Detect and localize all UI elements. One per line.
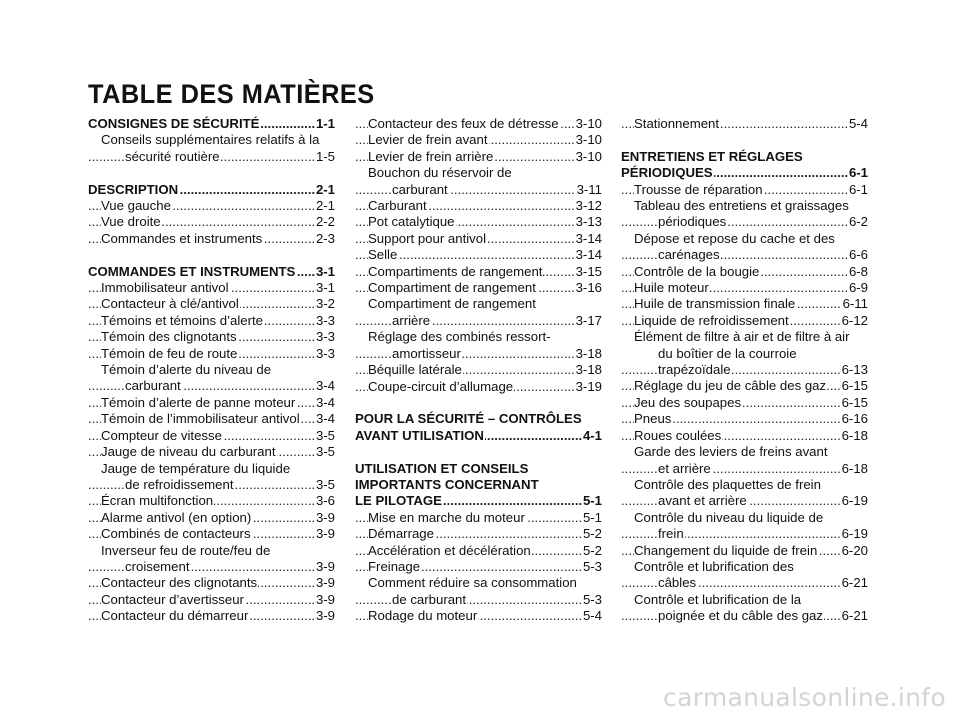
toc-entry-page: 6-6: [848, 247, 868, 263]
toc-entry: [355, 116, 602, 132]
toc-entry: [355, 379, 602, 395]
toc-entry: [621, 559, 868, 575]
toc-entry: [355, 592, 602, 608]
toc-entry-page: 3-18: [575, 362, 602, 378]
toc-entry-page: 3-17: [575, 312, 602, 328]
toc-entry-page: 3-6: [315, 493, 335, 509]
toc-entry: [88, 198, 335, 214]
toc-entry-page: 3-9: [315, 591, 335, 607]
toc-entry-page: 5-4: [848, 116, 868, 131]
toc-entry-page: 5-1: [582, 493, 602, 509]
toc-entry-title: périodiques: [658, 214, 727, 230]
toc-entry: [355, 214, 602, 230]
toc-entry-page: 2-3: [315, 230, 335, 246]
toc-entry-title: Témoin des clignotants: [101, 329, 237, 345]
toc-entry-title: ENTRETIENS ET RÉGLAGES: [621, 148, 803, 164]
toc-entry-title: Jauge de température du liquide: [101, 460, 291, 476]
toc-entry-title: Inverseur feu de route/feu de: [101, 542, 271, 558]
toc-entry-page: 3-4: [315, 411, 335, 427]
toc-entry: [88, 329, 335, 345]
toc-entry-title: avant et arrière: [658, 493, 747, 509]
toc-entry-title: Contrôle des plaquettes de frein: [634, 476, 821, 492]
toc-entry-page: 3-1: [315, 280, 335, 296]
toc-entry: [355, 247, 602, 263]
toc-entry: [88, 543, 335, 559]
toc-entry: [621, 116, 868, 132]
toc-entry-page: 6-21: [841, 575, 868, 591]
toc-entry-title: Contrôle de la bougie: [634, 263, 760, 279]
toc-entry-title: câbles: [658, 575, 697, 591]
toc-entry: [88, 214, 335, 230]
toc-entry-title: carénages: [658, 247, 720, 263]
toc-entry-title: Compartiment de rangement: [368, 280, 536, 296]
toc-entry-page: 3-3: [315, 312, 335, 328]
toc-entry-title: Contacteur à clé/antivol: [101, 296, 239, 312]
toc-entry-title: Béquille latérale: [368, 362, 462, 378]
toc-entry-page: 6-19: [841, 526, 868, 542]
toc-entry-page: 3-1: [315, 263, 335, 279]
toc-entry: [355, 608, 602, 624]
toc-entry-page: 6-15: [841, 378, 868, 394]
toc-entry: [88, 493, 335, 509]
toc-entry: [621, 526, 868, 542]
toc-entry-page: 6-1: [848, 181, 868, 197]
toc-entry-page: 3-3: [315, 329, 335, 345]
toc-entry-page: 1-1: [315, 116, 335, 131]
toc-entry-page: 3-14: [575, 230, 602, 246]
toc-entry-title: Accélération et décélération: [368, 542, 531, 558]
toc-entry-title: Levier de frein arrière: [368, 148, 494, 164]
toc-entry: [88, 477, 335, 493]
toc-entry-title: frein: [658, 526, 684, 542]
toc-entry-title: arrière: [392, 312, 431, 328]
toc-entry: [621, 264, 868, 280]
toc-entry-page: 3-13: [575, 214, 602, 230]
toc-entry-title: Support pour antivol: [368, 230, 487, 246]
toc-entry-page: 5-1: [582, 509, 602, 525]
toc-entry: [621, 543, 868, 559]
toc-entry-page: 3-16: [575, 280, 602, 296]
toc-entry-title: trapézoïdale: [658, 362, 731, 378]
toc-entry-page: 2-1: [315, 181, 335, 197]
toc-entry-page: 6-16: [841, 411, 868, 427]
toc-entry: [621, 510, 868, 526]
toc-entry-page: 6-11: [842, 296, 868, 312]
page-title: TABLE DES MATIÈRES: [88, 79, 375, 109]
toc-entry-title: Contrôle et lubrification de la: [634, 591, 802, 607]
toc-entry-title: Bouchon du réservoir de: [368, 165, 512, 181]
toc-entry-title: Contrôle et lubrification des: [634, 558, 794, 574]
toc-entry: [88, 526, 335, 542]
toc-entry: [621, 296, 868, 312]
toc-entry-title: AVANT UTILISATION: [355, 427, 484, 443]
toc-entry-title: Témoin d’alerte du niveau de: [101, 362, 272, 378]
toc-entry-title: carburant: [125, 378, 181, 394]
toc-entry: [621, 428, 868, 444]
toc-entry-page: 3-10: [575, 116, 602, 131]
toc-section-heading: [88, 116, 335, 132]
toc-entry-title: Coupe-circuit d’allumage: [368, 378, 514, 394]
toc-entry-title: Conseils supplémentaires relatifs à la: [101, 132, 320, 148]
toc-entry-page: 6-19: [841, 493, 868, 509]
toc-entry: [88, 444, 335, 460]
toc-entry-title: Pneus: [634, 411, 672, 427]
toc-entry-page: 3-14: [575, 247, 602, 263]
toc-entry: [355, 543, 602, 559]
toc-entry-page: 3-3: [315, 345, 335, 361]
toc-entry: [355, 264, 602, 280]
toc-entry-title: Contacteur des clignotants: [101, 575, 258, 591]
toc-entry: [88, 313, 335, 329]
toc-entry-title: Élément de filtre à air et de filtre à air: [634, 329, 850, 345]
toc-entry-title: Immobilisateur antivol: [101, 280, 229, 296]
toc-entry-title: Carburant: [368, 198, 427, 214]
toc-entry-title: Roues coulées: [634, 427, 722, 443]
toc-entry-page: 3-2: [315, 296, 335, 312]
toc-entry-page: 6-1: [848, 165, 868, 181]
toc-entry: [88, 608, 335, 624]
toc-entry: [621, 198, 868, 214]
toc-entry: [621, 214, 868, 230]
toc-entry: [88, 280, 335, 296]
toc-entry-title: Trousse de réparation: [634, 181, 763, 197]
toc-entry-title: Comment réduire sa consommation: [368, 575, 577, 591]
toc-entry: [621, 346, 868, 362]
watermark: carmanualsonline.info: [663, 683, 946, 712]
toc-entry-title: Liquide de refroidissement: [634, 312, 789, 328]
toc-entry: [621, 592, 868, 608]
toc-entry: [355, 510, 602, 526]
toc-entry-title: Huile de transmission finale: [634, 296, 796, 312]
toc-entry: [88, 346, 335, 362]
toc-entry: [621, 378, 868, 394]
toc-entry-page: 3-9: [315, 558, 335, 574]
toc-entry-title: DESCRIPTION: [88, 181, 179, 197]
toc-entry-page: 3-10: [575, 148, 602, 164]
toc-entry: [621, 444, 868, 460]
toc-entry-title: Vue droite: [101, 214, 161, 230]
toc-entry: [88, 559, 335, 575]
toc-entry-title: POUR LA SÉCURITÉ – CONTRÔLES: [355, 411, 582, 427]
toc-entry-page: 5-4: [582, 608, 602, 624]
toc-entry-page: 3-5: [315, 476, 335, 492]
toc-entry-page: 6-15: [841, 394, 868, 410]
toc-entry-title: du boîtier de la courroie: [658, 345, 797, 361]
toc-entry-page: 6-18: [841, 460, 868, 476]
toc-entry-page: 3-10: [575, 132, 602, 148]
toc-entry: [88, 592, 335, 608]
toc-entry-title: Contacteur des feux de détresse: [368, 116, 559, 131]
toc-entry-title: carburant: [392, 181, 448, 197]
toc-entry-page: 5-2: [582, 542, 602, 558]
toc-section-heading: [355, 477, 602, 493]
toc-entry: [621, 329, 868, 345]
toc-entry-title: Alarme antivol (en option): [101, 509, 252, 525]
toc-entry: [621, 280, 868, 296]
toc-entry-title: Vue gauche: [101, 198, 171, 214]
toc-entry-page: 5-2: [582, 526, 602, 542]
toc-entry-title: Contacteur du démarreur: [101, 608, 249, 624]
toc-section-heading: [355, 411, 602, 427]
toc-entry-title: Contacteur d’avertisseur: [101, 591, 244, 607]
toc-entry: [621, 477, 868, 493]
toc-entry-page: 3-15: [575, 263, 602, 279]
toc-entry-title: sécurité routière: [125, 148, 220, 164]
toc-entry-page: 3-18: [575, 345, 602, 361]
toc-entry-title: Témoin d’alerte de panne moteur: [101, 394, 296, 410]
toc-entry: [355, 165, 602, 181]
toc-entry: [355, 329, 602, 345]
toc-entry: [355, 313, 602, 329]
toc-entry-page: 3-19: [575, 378, 602, 394]
toc-entry: [88, 575, 335, 591]
toc-entry-title: croisement: [125, 558, 190, 574]
toc-entry-page: 6-13: [841, 362, 868, 378]
toc-entry: [621, 313, 868, 329]
toc-entry-title: Tableau des entretiens et graissages: [634, 198, 849, 214]
toc-entry-title: Levier de frein avant: [368, 132, 488, 148]
toc-entry: [355, 182, 602, 198]
toc-entry: [621, 461, 868, 477]
toc-entry: [88, 231, 335, 247]
toc-entry-title: Mise en marche du moteur: [368, 509, 525, 525]
toc-entry-title: Compartiments de rangement: [368, 263, 543, 279]
toc-section-heading: [355, 428, 602, 444]
toc-entry-title: Témoin de l’immobilisateur antivol: [101, 411, 300, 427]
toc-entry: [355, 280, 602, 296]
toc-entry: [355, 296, 602, 312]
toc-entry-page: 3-4: [315, 378, 335, 394]
toc-section-heading: [355, 461, 602, 477]
toc-entry: [621, 362, 868, 378]
toc-entry: [88, 149, 335, 165]
toc-entry-title: Compartiment de rangement: [368, 296, 536, 312]
toc-entry-title: Témoin de feu de route: [101, 345, 238, 361]
toc-entry-title: Jauge de niveau du carburant: [101, 444, 276, 460]
toc-entry: [621, 182, 868, 198]
toc-entry-page: 6-9: [848, 280, 868, 296]
toc-entry-title: IMPORTANTS CONCERNANT: [355, 476, 539, 492]
toc-entry: [355, 526, 602, 542]
toc-entry: [621, 608, 868, 624]
toc-entry-page: 2-1: [315, 198, 335, 214]
toc-entry-title: de carburant: [392, 591, 467, 607]
toc-entry: [88, 411, 335, 427]
toc-entry-page: 6-20: [841, 542, 868, 558]
toc-entry-title: CONSIGNES DE SÉCURITÉ: [88, 116, 260, 131]
toc-entry-page: 3-11: [576, 181, 602, 197]
toc-entry-page: 5-3: [582, 558, 602, 574]
toc-entry-title: Contrôle du niveau du liquide de: [634, 509, 824, 525]
toc-entry-page: 6-12: [841, 312, 868, 328]
toc-entry-page: 6-21: [841, 608, 868, 624]
toc-entry-title: Garde des leviers de freins avant: [634, 444, 828, 460]
toc-entry-title: de refroidissement: [125, 476, 234, 492]
toc-entry-page: 6-2: [848, 214, 868, 230]
toc-section-heading: [88, 264, 335, 280]
toc-entry: [88, 378, 335, 394]
toc-entry-title: Démarrage: [368, 526, 434, 542]
toc-entry: [355, 132, 602, 148]
toc-entry-title: Réglage des combinés ressort-: [368, 329, 551, 345]
toc-entry-page: 6-18: [841, 427, 868, 443]
toc-entry: [88, 296, 335, 312]
toc-entry-title: Commandes et instruments: [101, 230, 263, 246]
toc-entry-title: Écran multifonction: [101, 493, 214, 509]
toc-entry-title: Réglage du jeu de câble des gaz: [634, 378, 827, 394]
toc-entry-title: Freinage: [368, 558, 421, 574]
toc-entry-page: 3-5: [315, 444, 335, 460]
toc-entry: [621, 395, 868, 411]
toc-entry-page: 3-9: [315, 575, 335, 591]
toc-section-heading: [355, 493, 602, 509]
toc-entry-title: Huile moteur: [634, 280, 709, 296]
toc-entry-page: 1-5: [315, 148, 335, 164]
toc-entry-page: 3-9: [315, 608, 335, 624]
toc-entry-title: UTILISATION ET CONSEILS: [355, 460, 529, 476]
toc-entry-page: 2-2: [315, 214, 335, 230]
toc-entry: [621, 247, 868, 263]
toc-entry-page: 3-12: [575, 198, 602, 214]
toc-entry-page: 5-3: [582, 591, 602, 607]
toc-entry-title: LE PILOTAGE: [355, 493, 442, 509]
toc-entry: [88, 461, 335, 477]
toc-entry-title: Témoins et témoins d’alerte: [101, 312, 263, 328]
toc-entry-title: Pot catalytique: [368, 214, 455, 230]
toc-entry-title: amortisseur: [392, 345, 461, 361]
toc-entry: [621, 575, 868, 591]
toc-entry-title: Combinés de contacteurs: [101, 526, 251, 542]
toc-entry: [355, 559, 602, 575]
toc-entry: [88, 510, 335, 526]
toc-entry-title: Jeu des soupapes: [634, 394, 742, 410]
toc-entry: [88, 362, 335, 378]
toc-entry-title: COMMANDES ET INSTRUMENTS: [88, 263, 296, 279]
toc-entry-title: poignée et du câble des gaz: [658, 608, 823, 624]
toc-entry: [355, 149, 602, 165]
toc-entry-page: 6-8: [848, 263, 868, 279]
toc-entry: [621, 493, 868, 509]
toc-column-2: [355, 116, 602, 625]
toc-column-3: [621, 116, 868, 625]
toc-entry: [355, 231, 602, 247]
toc-entry: [355, 198, 602, 214]
toc-entry: [355, 346, 602, 362]
toc-entry: [621, 411, 868, 427]
toc-entry-title: Compteur de vitesse: [101, 427, 222, 443]
toc-entry-page: 3-9: [315, 509, 335, 525]
toc-section-heading: [621, 165, 868, 181]
toc-entry-page: 3-4: [315, 394, 335, 410]
toc-entry-title: PÉRIODIQUES: [621, 165, 713, 181]
toc-entry: [355, 575, 602, 591]
toc-entry-page: 3-9: [315, 526, 335, 542]
toc-entry-title: Rodage du moteur: [368, 608, 478, 624]
toc-entry-page: 3-5: [315, 427, 335, 443]
toc-entry: [621, 231, 868, 247]
toc-section-heading: [88, 182, 335, 198]
toc-entry: [88, 132, 335, 148]
toc-entry: [88, 428, 335, 444]
toc-entry-title: Stationnement: [634, 116, 720, 131]
toc-entry-title: Selle: [368, 247, 398, 263]
toc-entry: [355, 362, 602, 378]
toc-entry-title: et arrière: [658, 460, 711, 476]
toc-column-1: [88, 116, 335, 625]
toc-entry-title: Dépose et repose du cache et des: [634, 230, 835, 246]
toc-entry: [88, 395, 335, 411]
toc-section-heading: [621, 149, 868, 165]
toc-entry-page: 4-1: [582, 427, 602, 443]
toc-entry-title: Changement du liquide de frein: [634, 542, 818, 558]
